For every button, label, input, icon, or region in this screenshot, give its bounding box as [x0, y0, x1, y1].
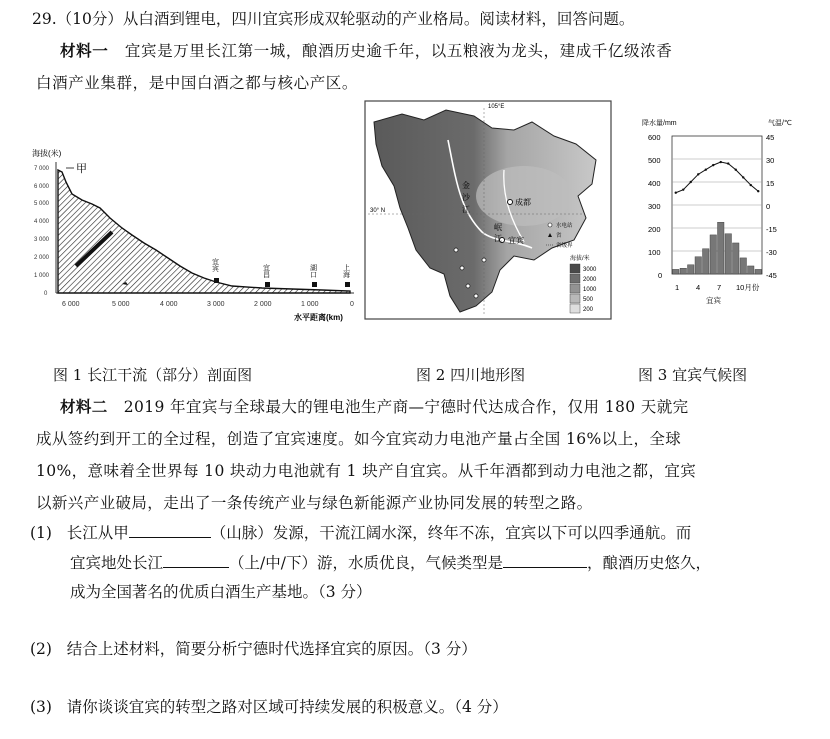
fig3-month-label: 10月份 — [736, 283, 760, 292]
fig2-sichuan-map — [364, 100, 612, 320]
fig2-elev-swatch — [570, 304, 580, 313]
fig1-cities — [212, 257, 351, 287]
fig1-peak-label: 甲 — [76, 163, 87, 175]
fig2-legend-item: 省级界 — [556, 243, 573, 249]
fig3-right-tick: 0 — [766, 202, 771, 211]
fig1-city: 宜昌 — [262, 264, 270, 278]
fig1-xticks — [62, 301, 354, 308]
fig1-ytick: 3 000 — [34, 237, 50, 243]
fig3-right-tick: 15 — [766, 179, 775, 188]
question-header — [32, 9, 634, 29]
q3-number: (3) — [30, 698, 52, 716]
fig1-city-marker — [214, 278, 219, 283]
fig3-temp-points — [675, 161, 760, 194]
fig1-ytick: 0 — [44, 291, 48, 297]
q1-line3: 成为全国著名的优质白酒生产基地。（3 分） — [70, 583, 372, 601]
fig3-temp-point — [720, 161, 722, 163]
q1-blank-reach[interactable] — [163, 552, 229, 568]
fig3-precip-bar — [710, 235, 717, 274]
fig2-river-label: 江 — [462, 205, 470, 214]
fig1-ytick: 1 000 — [34, 273, 50, 279]
q1-text-e: ，酿酒历史悠久， — [586, 554, 711, 572]
fig1-xtick: 0 — [350, 301, 354, 308]
fig2-elev-swatch — [570, 274, 580, 283]
fig3-precip-bar — [673, 269, 680, 274]
fig1-city-marker — [345, 282, 350, 287]
q1-text-c: 宜宾地处长江 — [70, 554, 164, 572]
fig1-xtick: 6 000 — [62, 301, 80, 308]
fig3-right-tick: 45 — [766, 133, 775, 142]
fig1-ytick: 6 000 — [34, 184, 50, 190]
fig2-river-label: 金 — [462, 181, 470, 190]
fig3-precip-bar — [688, 265, 695, 274]
fig1-city: 宜宾 — [211, 258, 219, 272]
fig1-caption: 图 1 长江干流（部分）剖面图 — [53, 366, 253, 384]
fig3-month-label: 1 — [675, 283, 680, 292]
fig2-elev-swatch — [570, 294, 580, 303]
fig2-river-label: 岷 — [494, 223, 502, 232]
q1-text-b: （山脉）发源，干流江阔水深，终年不冻，宜宾以下可以四季通航。而 — [210, 524, 692, 542]
material2-line4: 以新兴产业破局，走出了一条传统产业与绿色新能源产业协同发展的转型之路。 — [36, 494, 593, 512]
fig2-caption: 图 2 四川地形图 — [416, 366, 526, 384]
fig1-xtick: 1 000 — [301, 301, 319, 308]
material2-line2: 成从签约到开工的全过程，创造了宜宾速度。如今宜宾动力电池产量占全国 16%以上，全球 — [36, 430, 682, 448]
q1-text-d: （上/中/下）游，水质优良，气候类型是 — [229, 554, 503, 572]
q3-text: 请你谈谈宜宾的转型之路对区域可持续发展的积极意义。（4 分） — [66, 698, 508, 716]
fig2-elev-value: 200 — [583, 307, 594, 313]
fig3-month-labels — [675, 282, 760, 292]
fig3-precip-bar — [733, 243, 740, 274]
fig1-ytick: 2 000 — [34, 255, 50, 261]
fig3-right-tick: 30 — [766, 156, 775, 165]
q2-line — [30, 639, 477, 659]
fig3-temp-point — [682, 188, 684, 190]
fig2-chengdu-label: 成都 — [515, 198, 531, 207]
fig3-left-tick: 0 — [658, 271, 663, 280]
fig3-temp-point — [750, 184, 752, 186]
q1-text-a: 长江从甲 — [66, 524, 129, 542]
fig1-ytick: 5 000 — [34, 201, 50, 207]
fig2-lon-label: 105°E — [488, 104, 505, 110]
fig3-precip-bar — [740, 258, 747, 274]
fig1-river-profile — [32, 148, 362, 328]
fig2-elev-value: 1000 — [583, 287, 597, 293]
fig3-climate-chart — [638, 114, 808, 314]
fig3-precip-bar — [695, 257, 702, 274]
fig3-temp-point — [712, 164, 714, 166]
material2-line3: 10%，意味着全世界每 10 块动力电池就有 1 块产自宜宾。从千年酒都到动力电池之都，宜宾 — [36, 462, 697, 480]
fig2-yibin-label: 宜宾 — [508, 236, 524, 245]
fig3-left-label: 降水量/mm — [642, 120, 677, 127]
fig1-city-marker — [312, 282, 317, 287]
q1-line1 — [30, 522, 691, 543]
fig1-ylabel: 海拔(米) — [32, 149, 62, 158]
q3-line — [30, 697, 508, 717]
fig2-elev-title: 海拔/米 — [570, 256, 590, 262]
question-number: 29. — [32, 10, 57, 28]
q2-number: (2) — [30, 640, 52, 658]
fig1-xlabel: 水平距离(km) — [294, 313, 343, 322]
fig2-elev-value: 500 — [583, 297, 594, 303]
fig3-month-label: 4 — [696, 283, 701, 292]
fig3-precip-bar — [725, 234, 732, 274]
fig1-city: 上海 — [342, 264, 350, 278]
fig2-river-label: 江 — [494, 234, 502, 243]
material2-text1: 2019 年宜宾与全球最大的锂电池生产商—宁德时代达成合作，仅用 180 天就完 — [123, 398, 689, 416]
fig2-lat-label: 30° N — [370, 208, 386, 214]
material2-line1 — [60, 397, 689, 417]
fig3-left-tick: 300 — [648, 202, 661, 211]
fig2-legend-item: 水电站 — [556, 223, 573, 229]
fig1-ytick: 7 000 — [34, 166, 50, 172]
fig3-grid — [672, 136, 762, 274]
q1-line2 — [70, 552, 711, 573]
fig3-temp-point — [675, 192, 677, 194]
fig3-precip-bar — [680, 268, 687, 274]
fig3-left-tick: 400 — [648, 179, 661, 188]
fig1-xtick: 2 000 — [254, 301, 272, 308]
fig2-basin — [476, 166, 572, 226]
fig3-precip-bar — [755, 269, 762, 274]
fig3-temp-point — [757, 190, 759, 192]
fig2-elev-value: 3000 — [583, 267, 597, 273]
fig3-caption: 图 3 宜宾气候图 — [638, 366, 748, 384]
fig3-station: 宜宾 — [706, 296, 721, 305]
fig3-precip-bar — [748, 266, 755, 274]
question-score: （10分） — [56, 10, 123, 28]
q1-blank-climate[interactable] — [503, 552, 587, 568]
fig1-city-marker — [265, 282, 270, 287]
fig1-yticks — [34, 166, 50, 297]
material1-label: 材料一 — [60, 41, 109, 60]
fig2-chengdu-marker — [508, 200, 513, 205]
fig3-temp-point — [697, 173, 699, 175]
q1-number: (1) — [30, 524, 52, 542]
fig2-elev-value: 2000 — [583, 277, 597, 283]
fig3-right-label: 气温/℃ — [768, 120, 792, 127]
material1-line1 — [60, 41, 672, 61]
material1-line2: 白酒产业集群，是中国白酒之都与核心产区。 — [36, 74, 359, 92]
fig3-left-tick: 600 — [648, 133, 661, 142]
fig3-temp-point — [705, 169, 707, 171]
fig3-temp-point — [727, 162, 729, 164]
material1-text1: 宜宾是万里长江第一城，酿酒历史逾千年，以五粮液为龙头，建成千亿级浓香 — [124, 42, 673, 60]
fig1-ytick: 4 000 — [34, 219, 50, 225]
fig3-right-tick: -30 — [766, 248, 777, 257]
fig1-xtick: 4 000 — [160, 301, 178, 308]
fig3-temp-point — [690, 181, 692, 183]
fig3-left-tick: 200 — [648, 225, 661, 234]
fig3-left-tick: 100 — [648, 248, 661, 257]
fig3-temp-point — [735, 169, 737, 171]
fig3-left-ticks — [648, 133, 662, 280]
fig3-right-tick: -45 — [766, 271, 777, 280]
fig3-temp-point — [742, 176, 744, 178]
fig3-right-ticks — [766, 133, 777, 280]
fig2-elev-swatch — [570, 284, 580, 293]
fig3-temp-line — [676, 162, 759, 193]
fig1-xtick: 3 000 — [207, 301, 225, 308]
question-intro: 从白酒到锂电，四川宜宾形成双轮驱动的产业格局。阅读材料，回答问题。 — [122, 10, 635, 28]
fig1-terrain — [58, 170, 350, 293]
fig3-left-tick: 500 — [648, 156, 661, 165]
q1-blank-mountain[interactable] — [129, 522, 211, 538]
fig3-month-label: 7 — [717, 283, 722, 292]
fig3-precip-bar — [703, 249, 710, 274]
fig1-xtick: 5 000 — [112, 301, 130, 308]
fig3-bars — [673, 222, 762, 274]
material2-label: 材料二 — [60, 397, 108, 416]
fig2-legend-hydro-icon — [548, 223, 552, 227]
fig3-precip-bar — [718, 222, 725, 274]
fig2-river-label: 沙 — [462, 193, 470, 202]
q2-text: 结合上述材料，简要分析宁德时代选择宜宾的原因。（3 分） — [66, 640, 477, 658]
fig3-right-tick: -15 — [766, 225, 777, 234]
fig1-city: 湖口 — [309, 264, 317, 278]
fig2-legend-item: 省 — [556, 233, 562, 239]
fig2-elev-swatch — [570, 264, 580, 273]
